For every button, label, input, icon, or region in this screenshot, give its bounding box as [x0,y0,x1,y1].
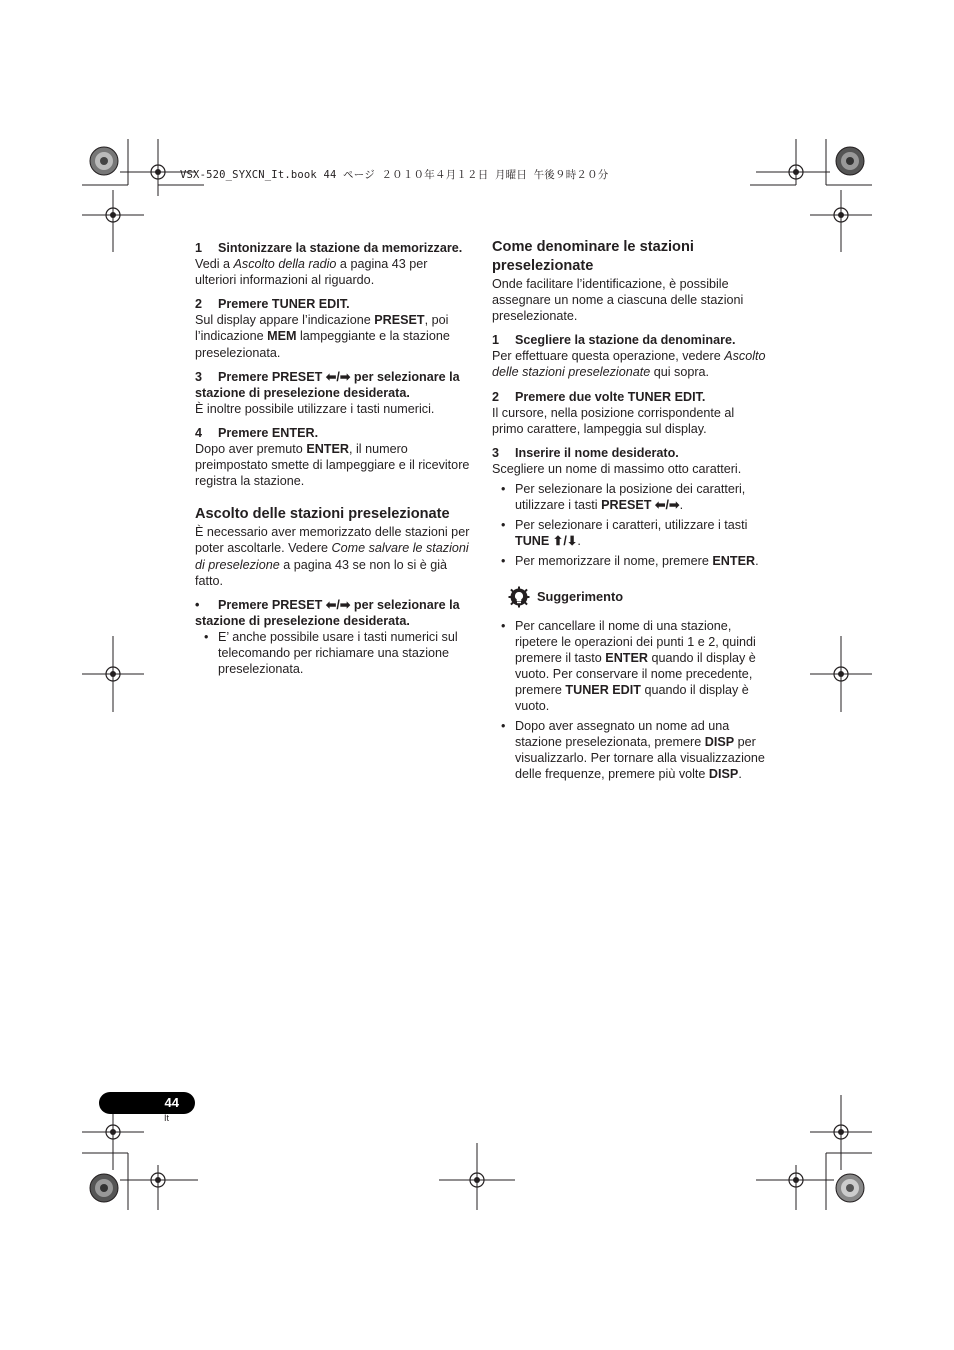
step-2-text: Sul display appare l’indicazione PRESET, poi l’indicazione MEM lampeggiante e la stazione preselezionata. [195,313,450,360]
section-listening-text: È necessario aver memorizzato delle stazioni per poter ascoltarle. Vedere Come salvare le stazioni di preselezione a pagina 43 se non lo si è già fatto. [195,525,470,588]
left-right-arrow-icon: ⬅/➡ [325,597,351,612]
step-3-title: 3 Premere PRESET ⬅/➡ per selezionare la stazione di preselezione desiderata. [195,369,460,400]
list-item: • Per cancellare il nome di una stazione, ripetere le operazioni dei punti 1 e 2, quindi premere il tasto ENTER quando il display è vuoto. Per conservare il nome precedente, premere TUNER EDIT quando il display è vuoto. [501,618,756,713]
step-4-title: 4 Premere ENTER. [195,425,319,440]
tip-bullet-list [492,618,768,783]
naming-intro: Onde facilitare l’identificazione, è possibile assegnare un nome a ciascuna delle stazioni preselezionate. [492,277,744,324]
print-header: VSX-520_SYXCN_It.book 44 ページ ２０１０年４月１２日 月曜日 午後９時２０分 [180,169,609,181]
list-item: • Per selezionare i caratteri, utilizzare i tasti TUNE ⬆/⬇. [501,518,748,549]
list-item: • Per memorizzare il nome, premere ENTER. [501,554,759,569]
naming-step-2-text: Il cursore, nella posizione corrispondente al primo carattere, lampeggia sul display. [492,405,735,436]
naming-step-1-title: 1 Scegliere la stazione da denominare. [492,333,736,348]
lightbulb-gear-icon [507,586,531,610]
naming-step-1-text: Per effettuare questa operazione, vedere Ascolto delle stazioni preselezionate qui sopra. [492,349,766,380]
section-heading-naming: Come denominare le stazioni preselezionate [492,239,694,274]
naming-step-3-text: Scegliere un nome di massimo otto caratteri. [492,461,742,476]
tip-header: Suggerimento [507,586,768,610]
language-code: It [164,1113,170,1123]
step-4-text: Dopo aver premuto ENTER, il numero preimpostato smette di lampeggiare e il ricevitore registra la stazione. [195,442,470,489]
naming-bullet-list [492,481,768,569]
naming-step-3-title: 3 Inserire il nome desiderato. [492,445,679,460]
bullet-list [195,629,471,677]
bullet-step-title: • Premere PRESET ⬅/➡ per selezionare la stazione di preselezione desiderata. [195,597,460,628]
left-right-arrow-icon: ⬅/➡ [325,369,351,384]
step-3-text: È inoltre possibile utilizzare i tasti numerici. [195,401,435,416]
list-item: • Per selezionare la posizione dei caratteri, utilizzare i tasti PRESET ⬅/➡. [501,482,746,513]
list-item: • Dopo aver assegnato un nome ad una stazione preselezionata, premere DISP per visualizzarlo. Per tornare alla visualizzazione delle frequenze, premere più volte DISP. [501,719,765,782]
naming-step-2-title: 2 Premere due volte TUNER EDIT. [492,389,706,404]
list-item: • E’ anche possibile usare i tasti numerici sul telecomando per richiamare una stazione preselezionata. [204,629,458,677]
step-1-title: 1 Sintonizzare la stazione da memorizzare. [195,241,463,255]
right-column [492,238,768,782]
step-1-text: Vedi a Ascolto della radio a pagina 43 per ulteriori informazioni al riguardo. [195,257,428,288]
page-number-badge: 44 [99,1092,195,1114]
left-column [195,240,471,677]
section-heading-listening: Ascolto delle stazioni preselezionate [195,506,450,523]
step-2-title: 2 Premere TUNER EDIT. [195,297,350,312]
